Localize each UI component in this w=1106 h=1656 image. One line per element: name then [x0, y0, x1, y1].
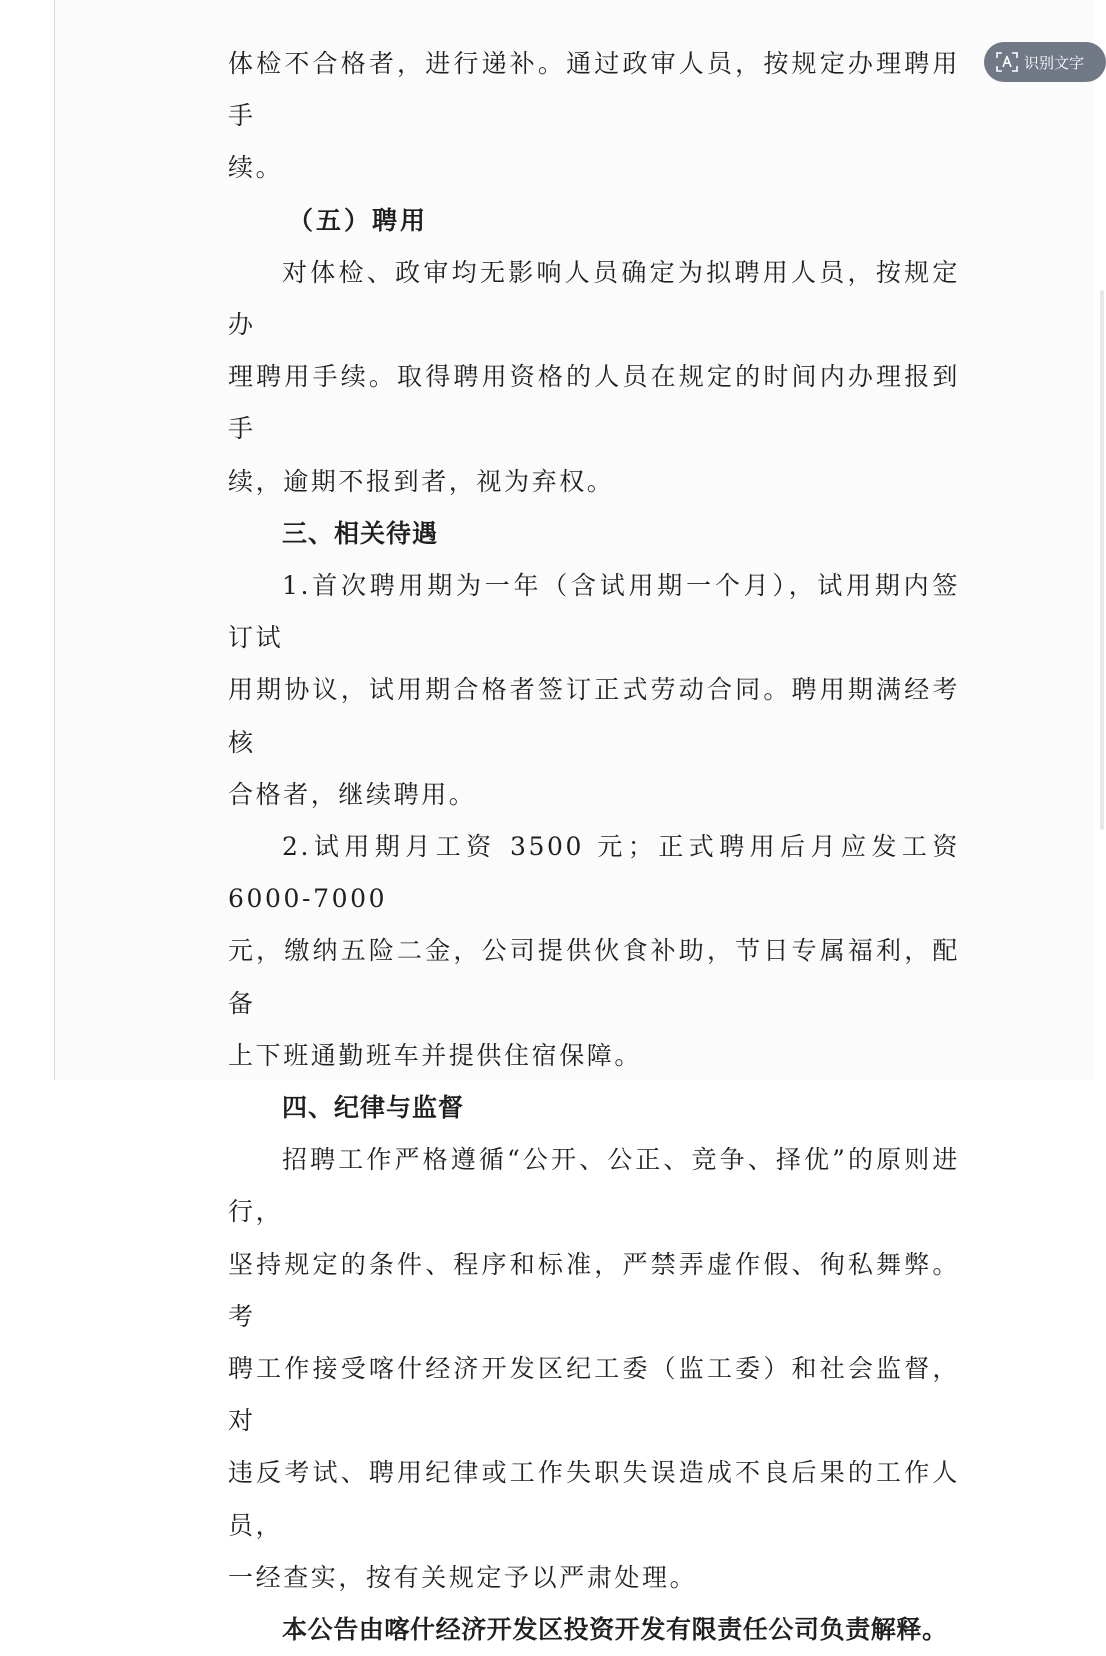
text-line: 违反考试、聘用纪律或工作失职失误造成不良后果的工作人员， [228, 1458, 960, 1540]
text-line: 2.试用期月工资 3500 元；正式聘用后月应发工资 6000-7000 [228, 832, 960, 914]
text-recognition-icon [996, 52, 1018, 72]
text-line: 合格者，继续聘用。 [228, 779, 477, 809]
text-line: 上下班通勤班车并提供住宿保障。 [228, 1040, 643, 1070]
closing-statement: 本公告由喀什经济开发区投资开发有限责任公司负责解释。 [282, 1615, 948, 1645]
text-line: 续，逾期不报到者，视为弃权。 [228, 466, 615, 496]
text-line: 续。 [228, 153, 284, 183]
text-line: 坚持规定的条件、程序和标准，严禁弄虚作假、徇私舞弊。考 [228, 1249, 960, 1331]
scrollbar[interactable] [1100, 290, 1104, 830]
recognize-text-button[interactable] [984, 42, 1106, 82]
recognize-text-label: 识别文字 [1024, 53, 1085, 72]
document-text [228, 38, 960, 1656]
text-line: 用期协议，试用期合格者签订正式劳动合同。聘用期满经考核 [228, 675, 960, 757]
text-line: 体检不合格者，进行递补。通过政审人员，按规定办理聘用手 [228, 49, 960, 131]
section-heading-benefits: 三、相关待遇 [282, 518, 439, 548]
text-line: 元，缴纳五险二金，公司提供伙食补助，节日专属福利，配备 [228, 936, 960, 1018]
text-line: 1.首次聘用期为一年（含试用期一个月），试用期内签订试 [228, 571, 960, 653]
text-line: 一经查实，按有关规定予以严肃处理。 [228, 1562, 698, 1592]
text-line: 聘工作接受喀什经济开发区纪工委（监工委）和社会监督，对 [228, 1354, 960, 1436]
text-line: 招聘工作严格遵循“公开、公正、竞争、择优”的原则进行， [228, 1145, 960, 1227]
text-line: 对体检、政审均无影响人员确定为拟聘用人员，按规定办 [228, 257, 960, 340]
section-heading-discipline: 四、纪律与监督 [282, 1093, 465, 1123]
text-line: 理聘用手续。取得聘用资格的人员在规定的时间内办理报到手 [228, 362, 960, 444]
subsection-heading-hiring: （五）聘用 [288, 205, 429, 235]
